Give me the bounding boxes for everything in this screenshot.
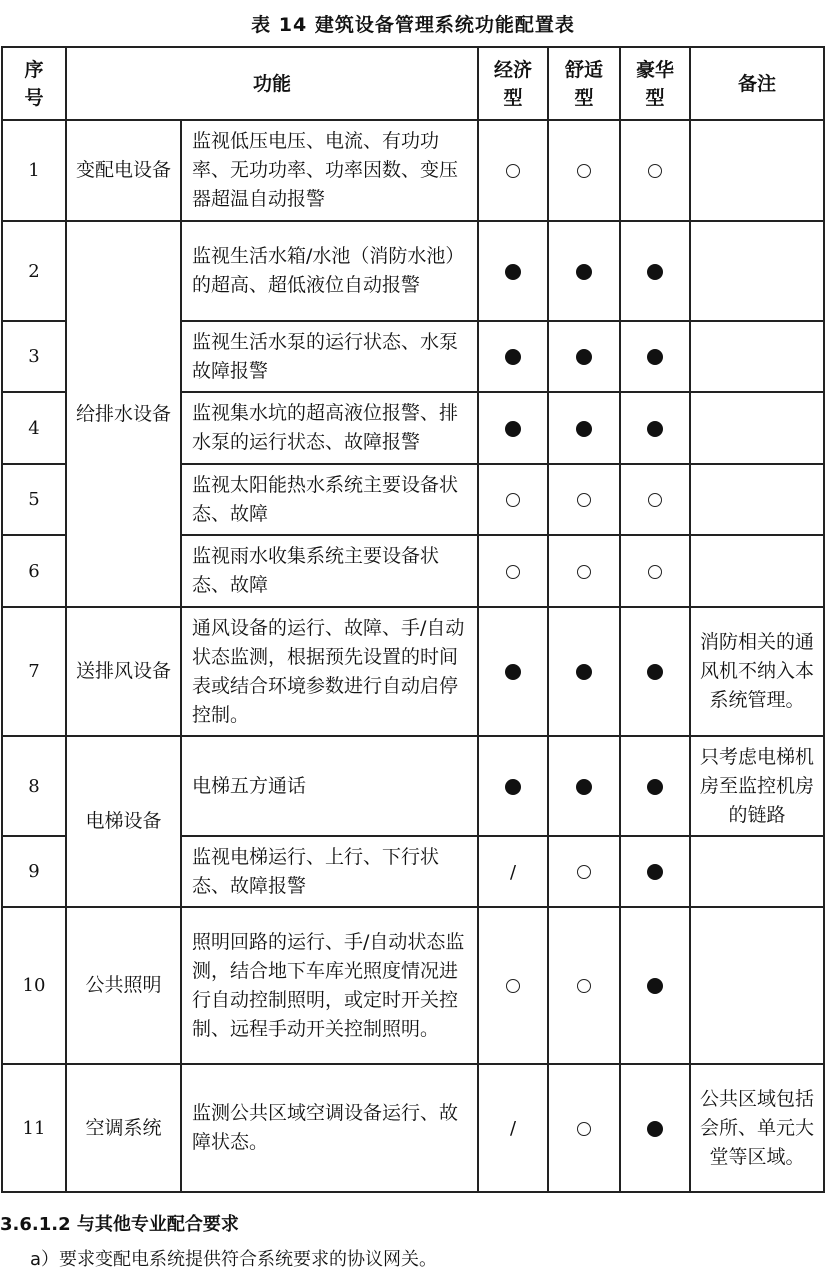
header-func: 功能 <box>66 47 478 120</box>
table-row <box>2 1064 824 1192</box>
slash-mark: / <box>509 1118 517 1139</box>
header-row <box>2 47 824 120</box>
cell-eco <box>478 736 548 836</box>
filled-circle-icon <box>505 349 521 365</box>
filled-circle-icon <box>647 864 663 880</box>
cell-com <box>548 607 620 736</box>
open-circle-icon <box>506 164 520 178</box>
filled-circle-icon <box>505 664 521 680</box>
filled-circle-icon <box>647 349 663 365</box>
row-function: 监视电梯运行、上行、下行状态、故障报警 <box>181 836 478 907</box>
cell-eco <box>478 120 548 221</box>
header-eco-label: 经济型 <box>494 58 533 109</box>
row-note <box>690 836 824 907</box>
row-function: 电梯五方通话 <box>181 736 478 836</box>
cell-lux <box>620 535 690 607</box>
cell-eco <box>478 1064 548 1192</box>
filled-circle-icon <box>647 421 663 437</box>
row-function: 监视低压电压、电流、有功功率、无功功率、功率因数、变压器超温自动报警 <box>181 120 478 221</box>
row-note <box>690 321 824 392</box>
row-num: 6 <box>2 535 66 607</box>
cell-lux <box>620 1064 690 1192</box>
row-num: 11 <box>2 1064 66 1192</box>
filled-circle-icon <box>647 1121 663 1137</box>
row-function: 监视生活水箱/水池（消防水池）的超高、超低液位自动报警 <box>181 221 478 321</box>
row-num: 7 <box>2 607 66 736</box>
cell-lux <box>620 120 690 221</box>
row-category: 变配电设备 <box>66 120 181 221</box>
cell-eco <box>478 907 548 1064</box>
table-row <box>2 736 824 836</box>
cell-lux <box>620 464 690 535</box>
row-num: 5 <box>2 464 66 535</box>
cell-lux <box>620 907 690 1064</box>
header-num <box>2 47 66 120</box>
filled-circle-icon <box>647 978 663 994</box>
header-eco <box>478 47 548 120</box>
row-note <box>690 221 824 321</box>
cell-com <box>548 907 620 1064</box>
filled-circle-icon <box>576 264 592 280</box>
header-com-label: 舒适型 <box>565 58 604 109</box>
cell-com <box>548 736 620 836</box>
open-circle-icon <box>506 979 520 993</box>
cell-com <box>548 836 620 907</box>
row-category: 电梯设备 <box>66 736 181 907</box>
filled-circle-icon <box>505 421 521 437</box>
row-category: 公共照明 <box>66 907 181 1064</box>
row-category: 空调系统 <box>66 1064 181 1192</box>
row-num: 8 <box>2 736 66 836</box>
open-circle-icon <box>506 493 520 507</box>
slash-mark: / <box>509 861 517 883</box>
filled-circle-icon <box>647 779 663 795</box>
row-num: 3 <box>2 321 66 392</box>
header-com <box>548 47 620 120</box>
cell-com <box>548 392 620 464</box>
open-circle-icon <box>577 979 591 993</box>
filled-circle-icon <box>576 779 592 795</box>
row-num: 9 <box>2 836 66 907</box>
header-note: 备注 <box>690 47 824 120</box>
row-note <box>690 392 824 464</box>
section-heading: 3.6.1.2 与其他专业配合要求 <box>0 1214 239 1235</box>
cell-eco <box>478 836 548 907</box>
open-circle-icon <box>506 565 520 579</box>
row-num: 1 <box>2 120 66 221</box>
row-function: 监测公共区域空调设备运行、故障状态。 <box>181 1064 478 1192</box>
row-note: 公共区域包括会所、单元大堂等区域。 <box>690 1064 824 1192</box>
cell-eco <box>478 392 548 464</box>
row-num: 10 <box>2 907 66 1064</box>
open-circle-icon <box>577 164 591 178</box>
row-note: 消防相关的通风机不纳入本系统管理。 <box>690 607 824 736</box>
table-row <box>2 221 824 321</box>
row-num: 4 <box>2 392 66 464</box>
table-row <box>2 120 824 221</box>
row-function: 监视生活水泵的运行状态、水泵故障报警 <box>181 321 478 392</box>
table-title: 表 14 建筑设备管理系统功能配置表 <box>251 14 575 36</box>
cell-com <box>548 1064 620 1192</box>
cell-eco <box>478 464 548 535</box>
filled-circle-icon <box>505 779 521 795</box>
row-function: 通风设备的运行、故障、手/自动状态监测，根据预先设置的时间表或结合环境参数进行自动启停控制。 <box>181 607 478 736</box>
row-category: 给排水设备 <box>66 221 181 607</box>
list-item: a）要求变配电系统提供符合系统要求的协议网关。 <box>30 1249 438 1270</box>
cell-eco <box>478 221 548 321</box>
row-num: 2 <box>2 221 66 321</box>
header-lux-label: 豪华型 <box>636 58 675 109</box>
cell-com <box>548 120 620 221</box>
row-note <box>690 120 824 221</box>
cell-eco <box>478 321 548 392</box>
function-config-table <box>1 46 825 1193</box>
table-row <box>2 607 824 736</box>
open-circle-icon <box>577 865 591 879</box>
filled-circle-icon <box>647 264 663 280</box>
row-category: 送排风设备 <box>66 607 181 736</box>
row-function: 监视太阳能热水系统主要设备状态、故障 <box>181 464 478 535</box>
row-note <box>690 464 824 535</box>
cell-com <box>548 535 620 607</box>
cell-lux <box>620 607 690 736</box>
cell-lux <box>620 321 690 392</box>
cell-com <box>548 221 620 321</box>
filled-circle-icon <box>576 664 592 680</box>
row-note <box>690 535 824 607</box>
cell-com <box>548 321 620 392</box>
filled-circle-icon <box>576 421 592 437</box>
cell-lux <box>620 736 690 836</box>
open-circle-icon <box>577 493 591 507</box>
row-note <box>690 907 824 1064</box>
open-circle-icon <box>577 1122 591 1136</box>
header-lux <box>620 47 690 120</box>
table-row <box>2 907 824 1064</box>
cell-lux <box>620 836 690 907</box>
header-num-label: 序号 <box>24 58 44 109</box>
row-function: 监视雨水收集系统主要设备状态、故障 <box>181 535 478 607</box>
filled-circle-icon <box>647 664 663 680</box>
row-note: 只考虑电梯机房至监控机房的链路 <box>690 736 824 836</box>
cell-eco <box>478 535 548 607</box>
cell-eco <box>478 607 548 736</box>
cell-lux <box>620 392 690 464</box>
open-circle-icon <box>648 493 662 507</box>
open-circle-icon <box>577 565 591 579</box>
filled-circle-icon <box>576 349 592 365</box>
filled-circle-icon <box>505 264 521 280</box>
cell-com <box>548 464 620 535</box>
row-function: 监视集水坑的超高液位报警、排水泵的运行状态、故障报警 <box>181 392 478 464</box>
cell-lux <box>620 221 690 321</box>
open-circle-icon <box>648 164 662 178</box>
row-function: 照明回路的运行、手/自动状态监测，结合地下车库光照度情况进行自动控制照明，或定时开关控制、远程手动开关控制照明。 <box>181 907 478 1064</box>
open-circle-icon <box>648 565 662 579</box>
